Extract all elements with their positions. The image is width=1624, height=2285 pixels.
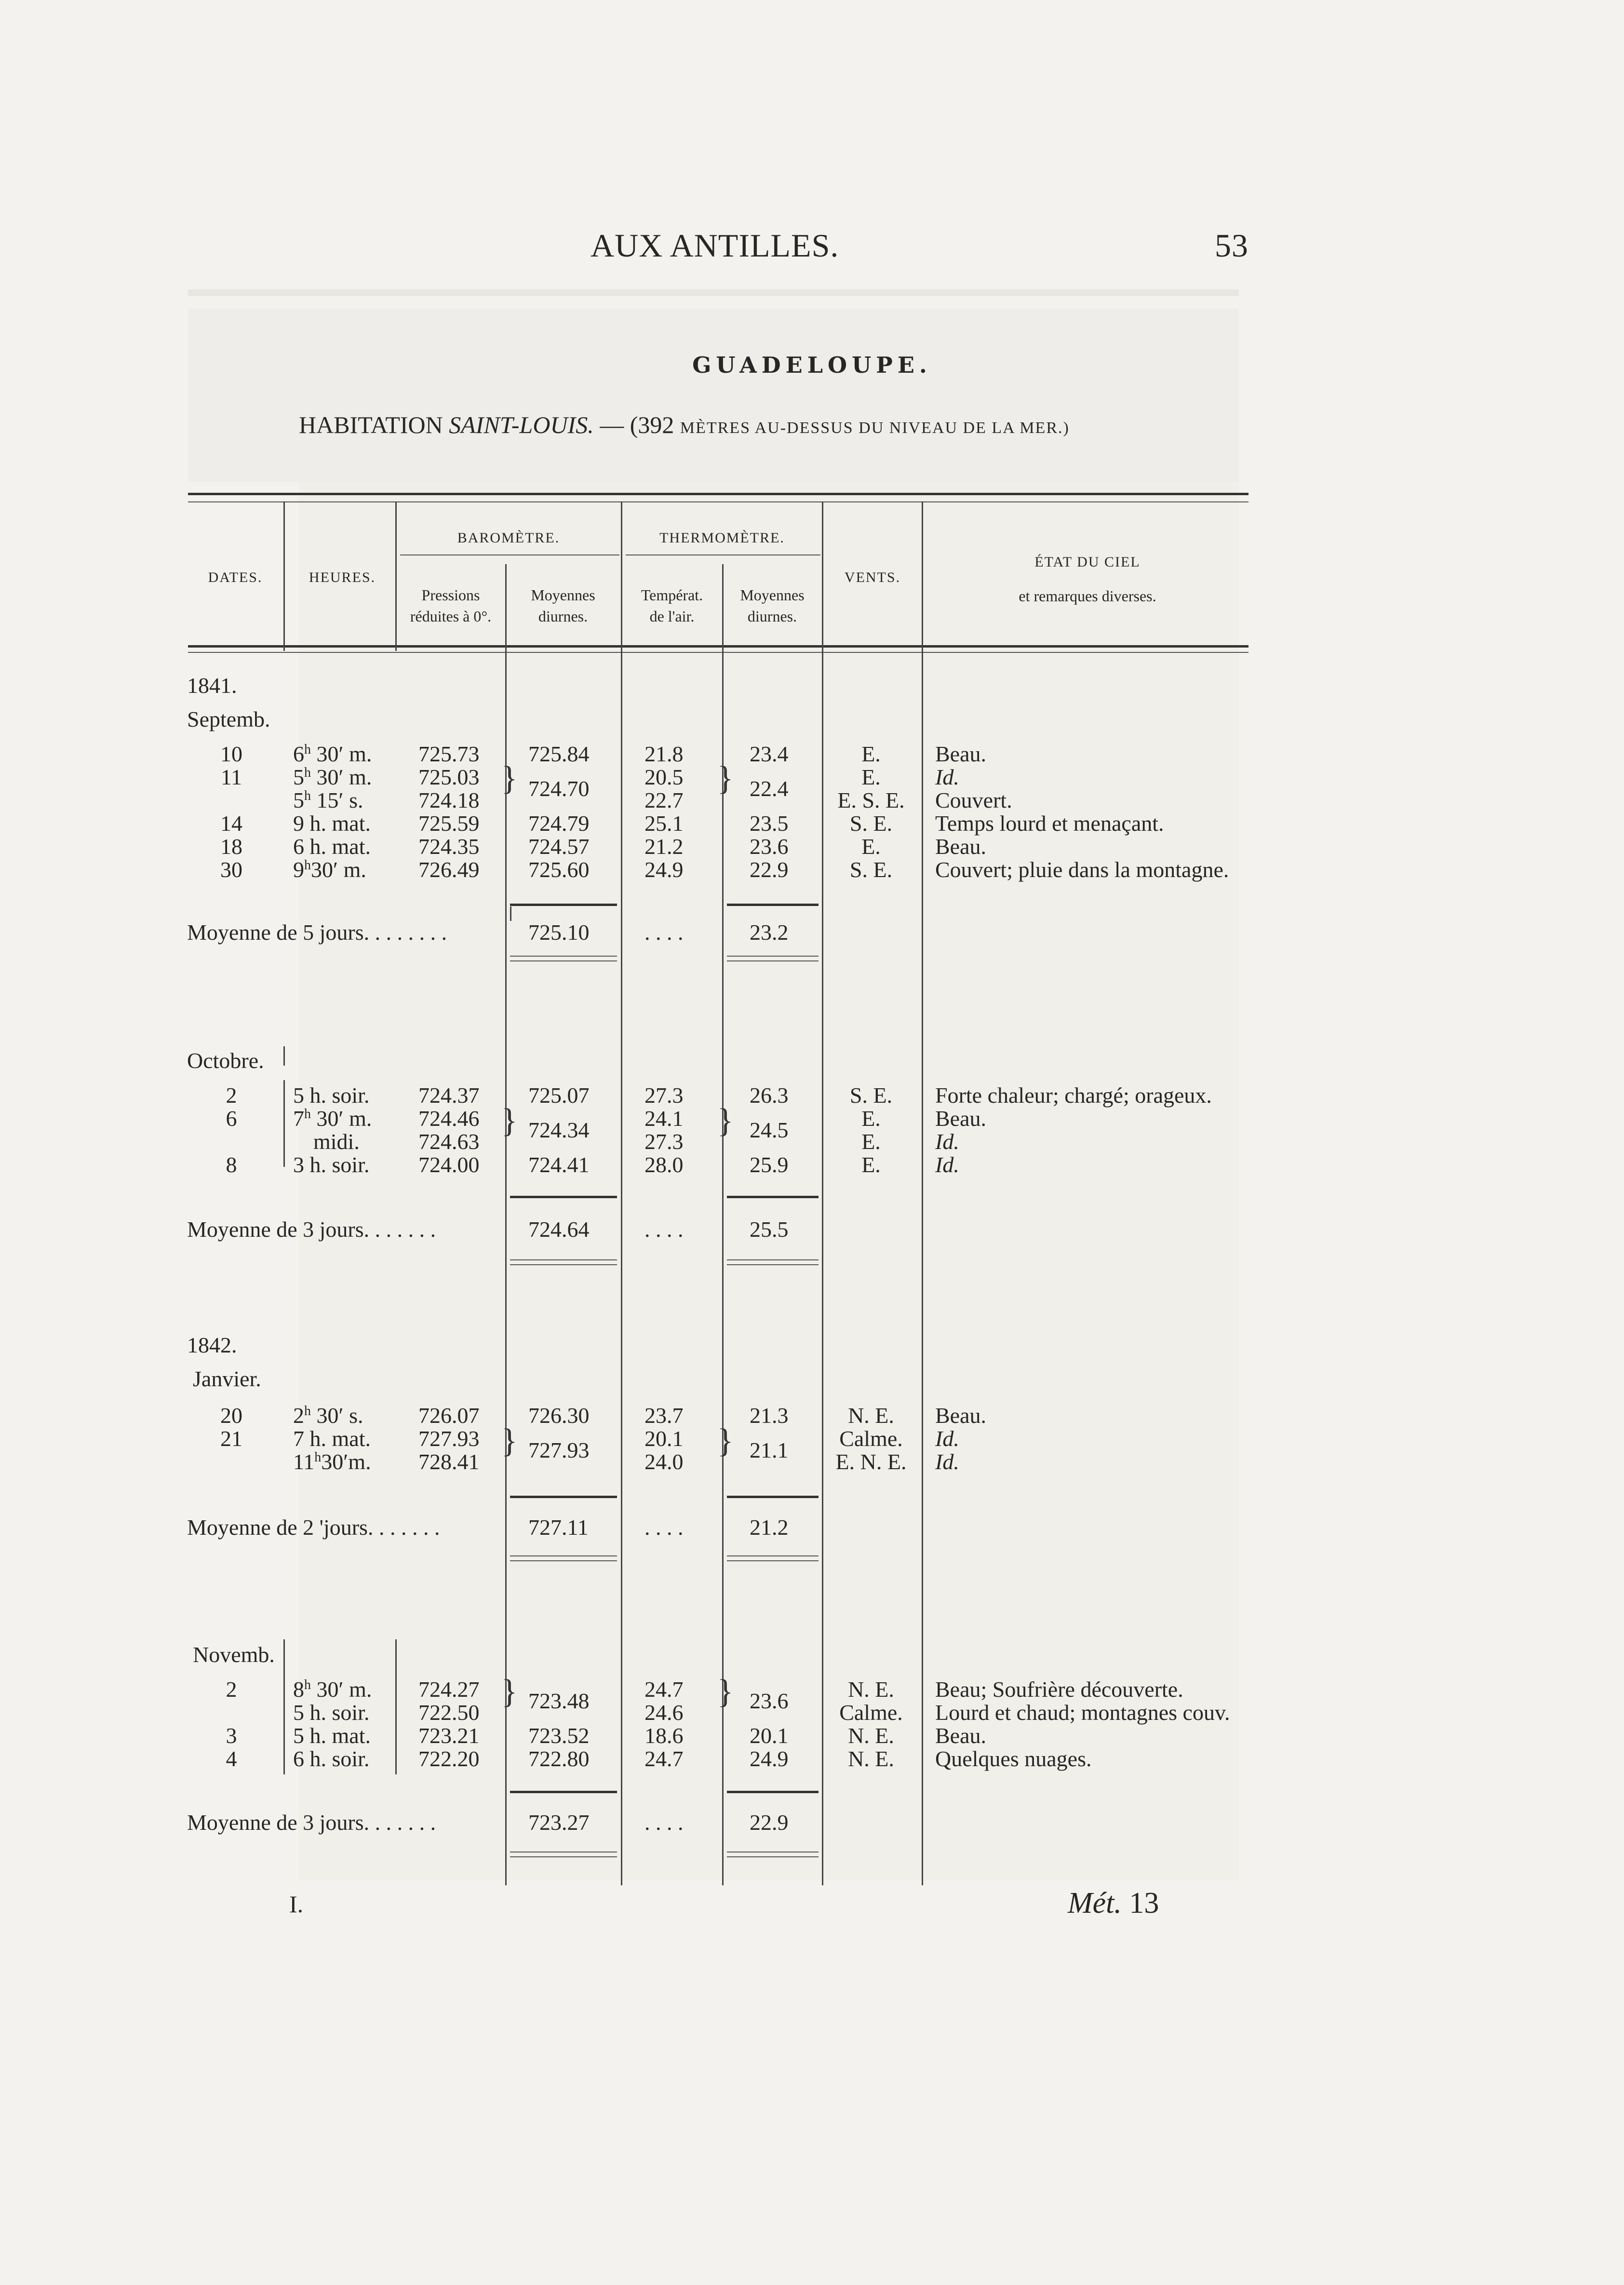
show-through-column — [299, 482, 1239, 1880]
temperature: 24.7 — [644, 1677, 684, 1702]
daily-mean-temperature: 20.1 — [750, 1723, 789, 1748]
pressure: 725.03 — [418, 765, 480, 789]
col-rule-therm-vents — [822, 501, 823, 1885]
avg-under-sept-m2 — [510, 960, 617, 961]
sky-state: Couvert. — [935, 788, 1012, 812]
wind: S. E. — [849, 811, 893, 836]
brace-sept-pressure: } — [501, 760, 518, 797]
show-through-rule — [188, 289, 1239, 296]
hour: 7$^h$ 30′ m. — [293, 1106, 372, 1131]
running-title: AUX ANTILLES. — [591, 227, 839, 264]
col-rule-dates-body — [283, 1046, 285, 1066]
wind: Calme. — [839, 1426, 903, 1451]
sky-state: Beau. — [935, 1403, 987, 1428]
avg-under-jan-mt2 — [727, 1560, 819, 1561]
year-1841: 1841. — [187, 673, 237, 698]
hour: 5 h. mat. — [293, 1723, 371, 1748]
daily-mean-temperature-pair: 21.1 — [750, 1438, 789, 1462]
daily-mean-temperature: 21.3 — [750, 1403, 789, 1428]
hour: 5 h. soir. — [293, 1083, 370, 1108]
temperature: 18.6 — [644, 1723, 684, 1748]
wind: E. — [861, 1129, 881, 1154]
average-label-oct: Moyenne de 3 jours. . . . . . . — [187, 1217, 436, 1242]
header-pressions — [398, 584, 504, 627]
moyennes-line2: diurnes. — [538, 608, 588, 625]
brace-nov-pressure: } — [501, 1673, 518, 1710]
temperature: 24.1 — [644, 1106, 684, 1131]
daily-mean-pressure-pair: 724.70 — [528, 776, 590, 801]
daily-mean-pressure: 722.80 — [528, 1746, 590, 1771]
pressions-line2: réduites à 0°. — [410, 608, 492, 625]
sheet-mark — [1068, 1886, 1159, 1920]
header-temperat — [623, 584, 721, 627]
average-label-jan: Moyenne de 2 'jours. . . . . . . — [187, 1515, 440, 1540]
wind: S. E. — [849, 857, 893, 882]
col-rule-vents-etat — [922, 501, 923, 1885]
wind: E. — [861, 1152, 881, 1177]
month-october: Octobre. — [187, 1048, 264, 1073]
brace-oct-temperature: } — [717, 1102, 734, 1139]
date: 2 — [226, 1677, 237, 1702]
avg-under-sept-m — [510, 956, 617, 957]
wind: Calme. — [839, 1700, 903, 1725]
altitude-prefix: — (392 — [600, 411, 674, 438]
header-heures: HEURES. — [309, 569, 376, 585]
header-moyennes — [507, 584, 619, 627]
pressure: 722.20 — [418, 1746, 480, 1771]
sky-state: Beau. — [935, 1723, 987, 1748]
col-rule-baro-therm — [621, 501, 622, 1885]
header-etat: ÉTAT DU CIEL — [1034, 554, 1141, 570]
temperature: 20.1 — [644, 1426, 684, 1451]
pressure: 725.59 — [418, 811, 480, 836]
temperature: 24.0 — [644, 1449, 684, 1474]
page-number: 53 — [1215, 227, 1248, 264]
daily-mean-temperature: 25.9 — [750, 1152, 789, 1177]
sky-state: Id. — [935, 1129, 959, 1154]
wind: E. N. E. — [835, 1449, 907, 1474]
avg-under-jan-m2 — [510, 1560, 617, 1561]
brace-jan-pressure: } — [501, 1422, 518, 1460]
wind: N. E. — [848, 1746, 894, 1771]
average-pressure-sept: 725.10 — [528, 920, 590, 945]
col-rule-dates-body2 — [283, 1080, 285, 1167]
temperature: 21.8 — [644, 742, 684, 766]
sky-state: Lourd et chaud; montagnes couv. — [935, 1700, 1230, 1725]
avg-under-jan-m — [510, 1555, 617, 1556]
average-temperature-jan: 21.2 — [750, 1515, 789, 1540]
avg-under-oct-mt — [727, 1259, 819, 1260]
hour: 5$^h$ 30′ m. — [293, 765, 372, 789]
hour: 11$^h$30′m. — [293, 1449, 371, 1474]
wind: N. E. — [848, 1677, 894, 1702]
pressions-line1: Pressions — [421, 586, 480, 604]
date: 6 — [226, 1106, 237, 1131]
header-thermometre: THERMOMÈTRE. — [659, 530, 785, 546]
avg-under-oct-m2 — [510, 1264, 617, 1265]
daily-mean-temperature: 24.9 — [750, 1746, 789, 1771]
wind: E. — [861, 742, 881, 766]
avg-rule-nov-mt — [727, 1791, 819, 1793]
sky-state: Id. — [935, 1449, 959, 1474]
daily-mean-pressure: 725.07 — [528, 1083, 590, 1108]
daily-mean-temperature: 23.6 — [750, 834, 789, 859]
hour: 6$^h$ 30′ m. — [293, 742, 372, 766]
temperat-line1: Températ. — [641, 586, 703, 604]
temperature: 20.5 — [644, 765, 684, 789]
place-name: SAINT-LOUIS. — [449, 411, 594, 438]
month-november: Novemb. — [193, 1642, 275, 1667]
date: 30 — [220, 857, 242, 882]
daily-mean-pressure-pair: 724.34 — [528, 1118, 590, 1142]
date: 3 — [226, 1723, 237, 1748]
moyennes-line1: Moyennes — [531, 586, 595, 604]
sky-state: Quelques nuages. — [935, 1746, 1092, 1771]
header-dates: DATES. — [208, 569, 263, 585]
hour: 9$^h$30′ m. — [293, 857, 366, 882]
pressure: 724.18 — [418, 788, 480, 812]
temperature: 23.7 — [644, 1403, 684, 1428]
avg-rule-jan-mt — [727, 1496, 819, 1498]
daily-mean-pressure: 726.30 — [528, 1403, 590, 1428]
hour: 9 h. mat. — [293, 811, 371, 836]
temperature: 24.7 — [644, 1746, 684, 1771]
hour: midi. — [313, 1129, 360, 1154]
date: 4 — [226, 1746, 237, 1771]
date: 10 — [220, 742, 242, 766]
daily-mean-pressure: 725.60 — [528, 857, 590, 882]
header-etat-sub: et remarques diverses. — [1019, 587, 1156, 605]
avg-under-nov-m2 — [510, 1856, 617, 1857]
altitude-label: MÈTRES AU-DESSUS DU NIVEAU DE LA MER.) — [680, 419, 1070, 437]
year-1842: 1842. — [187, 1333, 237, 1357]
temperature: 25.1 — [644, 811, 684, 836]
hour: 6 h. soir. — [293, 1746, 370, 1771]
col-rule-pressions-2 — [510, 906, 511, 921]
daily-mean-pressure: 725.84 — [528, 742, 590, 766]
sky-state: Beau. — [935, 1106, 987, 1131]
temperature: 27.3 — [644, 1129, 684, 1154]
hour: 5$^h$ 15′ s. — [293, 788, 363, 812]
average-temperature-nov: 22.9 — [750, 1810, 789, 1835]
avg-under-jan-mt — [727, 1555, 819, 1556]
pressure: 724.00 — [418, 1152, 480, 1177]
hour: 7 h. mat. — [293, 1426, 371, 1451]
col-rule-dates-body3 — [283, 1639, 285, 1774]
temperature: 24.6 — [644, 1700, 684, 1725]
table-top-rule — [188, 493, 1248, 495]
average-temp-dots-sept: . . . . — [644, 920, 684, 945]
pressure: 723.21 — [418, 1723, 480, 1748]
date: 18 — [220, 834, 242, 859]
brace-oct-pressure: } — [501, 1102, 518, 1139]
pressure: 724.63 — [418, 1129, 480, 1154]
avg-under-oct-mt2 — [727, 1264, 819, 1265]
date: 14 — [220, 811, 242, 836]
sky-state: Id. — [935, 1152, 959, 1177]
temperature: 28.0 — [644, 1152, 684, 1177]
met-label: Mét. — [1068, 1887, 1122, 1920]
average-temperature-sept: 23.2 — [750, 920, 789, 945]
table-title: GUADELOUPE. — [692, 352, 932, 378]
daily-mean-temperature: 23.4 — [750, 742, 789, 766]
hour: 5 h. soir. — [293, 1700, 370, 1725]
pressure: 726.07 — [418, 1403, 480, 1428]
avg-rule-nov-m — [510, 1791, 617, 1793]
avg-rule-jan-m — [510, 1496, 617, 1498]
date: 8 — [226, 1152, 237, 1177]
temperature: 21.2 — [644, 834, 684, 859]
daily-mean-temperature: 26.3 — [750, 1083, 789, 1108]
wind: E. — [861, 1106, 881, 1131]
daily-mean-pressure: 723.52 — [528, 1723, 590, 1748]
header-moyennes-t — [724, 584, 820, 627]
date: 21 — [220, 1426, 242, 1451]
pressure: 724.46 — [418, 1106, 480, 1131]
temperat-line2: de l'air. — [649, 608, 695, 625]
temperature: 24.9 — [644, 857, 684, 882]
thermometre-span-rule — [626, 554, 820, 555]
brace-jan-temperature: } — [717, 1422, 734, 1460]
daily-mean-pressure-pair: 727.93 — [528, 1438, 590, 1462]
daily-mean-temperature: 22.9 — [750, 857, 789, 882]
header-bottom-rule-thin — [188, 652, 1248, 653]
wind: E. — [861, 765, 881, 789]
hour: 2$^h$ 30′ s. — [293, 1403, 363, 1428]
avg-rule-oct-mt — [727, 1196, 819, 1198]
sky-state: Couvert; pluie dans la montagne. — [935, 857, 1229, 882]
average-temp-dots-oct: . . . . — [644, 1217, 684, 1242]
month-september: Septemb. — [187, 707, 270, 731]
header-bottom-rule — [188, 645, 1248, 648]
average-temp-dots-nov: . . . . — [644, 1810, 684, 1835]
daily-mean-temperature-pair: 24.5 — [750, 1118, 789, 1142]
header-barometre: BAROMÈTRE. — [457, 530, 560, 546]
avg-rule-sept-m — [510, 904, 617, 906]
daily-mean-pressure: 724.41 — [528, 1152, 590, 1177]
moyennes-t-line2: diurnes. — [747, 608, 797, 625]
average-pressure-nov: 723.27 — [528, 1810, 590, 1835]
hour: 3 h. soir. — [293, 1152, 370, 1177]
col-rule-heures-body — [395, 1639, 397, 1774]
barometre-span-rule — [400, 554, 619, 555]
wind: E. S. E. — [837, 788, 905, 812]
date: 11 — [220, 765, 242, 789]
brace-sept-temperature: } — [717, 760, 734, 797]
habitation-label: HABITATION — [299, 411, 443, 438]
pressure: 724.27 — [418, 1677, 480, 1702]
avg-under-sept-mt2 — [727, 960, 819, 961]
avg-under-oct-m — [510, 1259, 617, 1260]
table-top-rule-thin — [188, 501, 1248, 502]
wind: E. — [861, 834, 881, 859]
sky-state: Temps lourd et menaçant. — [935, 811, 1164, 836]
header-vents: VENTS. — [844, 569, 901, 585]
temperature: 22.7 — [644, 788, 684, 812]
wind: N. E. — [848, 1403, 894, 1428]
sky-state: Beau. — [935, 742, 987, 766]
sky-state: Id. — [935, 1426, 959, 1451]
daily-mean-temperature-pair: 22.4 — [750, 776, 789, 801]
avg-rule-sept-mt — [727, 904, 819, 906]
sky-state: Forte chaleur; chargé; orageux. — [935, 1083, 1212, 1108]
avg-under-nov-mt2 — [727, 1856, 819, 1857]
wind: S. E. — [849, 1083, 893, 1108]
month-january: Janvier. — [193, 1366, 261, 1391]
pressure: 725.73 — [418, 742, 480, 766]
average-label-sept: Moyenne de 5 jours. . . . . . . . — [187, 920, 447, 945]
sky-state: Beau; Soufrière découverte. — [935, 1677, 1183, 1702]
sky-state: Id. — [935, 765, 959, 789]
daily-mean-temperature: 23.5 — [750, 811, 789, 836]
col-rule-dates — [283, 501, 285, 651]
show-through-block — [188, 309, 1239, 482]
pressure: 724.35 — [418, 834, 480, 859]
table-subtitle — [299, 411, 1070, 439]
date: 2 — [226, 1083, 237, 1108]
average-label-nov: Moyenne de 3 jours. . . . . . . — [187, 1810, 436, 1835]
signature-mark: I. — [289, 1891, 304, 1918]
avg-under-sept-mt — [727, 956, 819, 957]
wind: N. E. — [848, 1723, 894, 1748]
daily-mean-temperature-pair: 23.6 — [750, 1689, 789, 1713]
hour: 6 h. mat. — [293, 834, 371, 859]
pressure: 728.41 — [418, 1449, 480, 1474]
brace-nov-temperature: } — [717, 1673, 734, 1710]
daily-mean-pressure-pair: 723.48 — [528, 1689, 590, 1713]
sheet-number: 13 — [1129, 1887, 1159, 1920]
temperature: 27.3 — [644, 1083, 684, 1108]
moyennes-t-line1: Moyennes — [740, 586, 805, 604]
pressure: 724.37 — [418, 1083, 480, 1108]
date: 20 — [220, 1403, 242, 1428]
pressure: 726.49 — [418, 857, 480, 882]
daily-mean-pressure: 724.79 — [528, 811, 590, 836]
daily-mean-pressure: 724.57 — [528, 834, 590, 859]
pressure: 722.50 — [418, 1700, 480, 1725]
col-rule-heures — [395, 501, 397, 651]
average-temp-dots-jan: . . . . — [644, 1515, 684, 1540]
average-temperature-oct: 25.5 — [750, 1217, 789, 1242]
average-pressure-jan: 727.11 — [528, 1515, 589, 1540]
hour: 8$^h$ 30′ m. — [293, 1677, 372, 1702]
avg-rule-oct-m — [510, 1196, 617, 1198]
pressure: 727.93 — [418, 1426, 480, 1451]
sky-state: Beau. — [935, 834, 987, 859]
average-pressure-oct: 724.64 — [528, 1217, 590, 1242]
